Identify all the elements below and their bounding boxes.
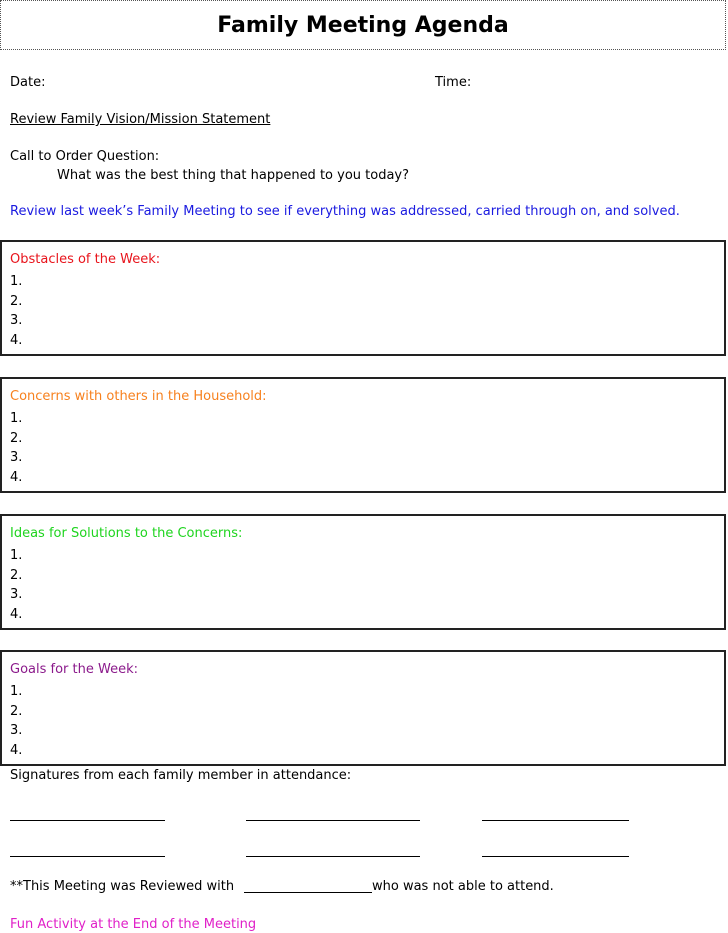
- list-item: 2.: [10, 703, 23, 719]
- list-item: 3.: [10, 723, 23, 738]
- list-item: 3.: [10, 313, 23, 328]
- signatures-label: Signatures from each family member in attendance:: [10, 768, 352, 783]
- call-to-order-question: What was the best thing that happened to you today?: [57, 168, 410, 183]
- date-label: Date:: [10, 75, 46, 90]
- list-item: 2.: [10, 293, 23, 309]
- concerns-list: [10, 409, 22, 487]
- list-item: 3.: [10, 587, 23, 602]
- ideas-title: Ideas for Solutions to the Concerns:: [10, 526, 243, 541]
- list-item: 1.: [10, 274, 23, 289]
- call-to-order-label: Call to Order Question:: [10, 149, 160, 164]
- list-item: 2.: [10, 430, 23, 446]
- signature-line: [10, 856, 165, 857]
- list-item: 2.: [10, 567, 23, 583]
- fun-activity-text: Fun Activity at the End of the Meeting: [10, 917, 257, 932]
- review-last-week-text: Review last week’s Family Meeting to see if everything was addressed, carried through on, and solved.: [10, 204, 680, 219]
- list-item: 1.: [10, 684, 23, 699]
- reviewed-note-suffix: who was not able to attend.: [372, 879, 554, 894]
- reviewed-with-line: [244, 892, 372, 893]
- signature-line: [482, 856, 629, 857]
- obstacles-title: Obstacles of the Week:: [10, 252, 161, 267]
- ideas-list: [10, 546, 22, 624]
- list-item: 4.: [10, 606, 23, 622]
- signature-line: [246, 820, 420, 821]
- obstacles-section: [0, 240, 726, 356]
- signature-line: [246, 856, 420, 857]
- reviewed-note-prefix: **This Meeting was Reviewed with: [10, 879, 235, 894]
- list-item: 1.: [10, 548, 23, 563]
- goals-list: [10, 682, 22, 760]
- signature-line: [482, 820, 629, 821]
- goals-title: Goals for the Week:: [10, 662, 138, 677]
- agenda-title-box: [0, 0, 726, 50]
- signature-line: [10, 820, 165, 821]
- list-item: 4.: [10, 469, 23, 485]
- concerns-section: [0, 377, 726, 493]
- list-item: 4.: [10, 742, 23, 758]
- time-label: Time:: [435, 75, 472, 90]
- list-item: 3.: [10, 450, 23, 465]
- review-vision-statement: Review Family Vision/Mission Statement: [10, 112, 271, 127]
- obstacles-list: [10, 272, 22, 350]
- goals-section: [0, 650, 726, 766]
- page-title: Family Meeting Agenda: [217, 12, 509, 38]
- list-item: 4.: [10, 332, 23, 348]
- concerns-title: Concerns with others in the Household:: [10, 389, 267, 404]
- list-item: 1.: [10, 411, 23, 426]
- ideas-section: [0, 514, 726, 630]
